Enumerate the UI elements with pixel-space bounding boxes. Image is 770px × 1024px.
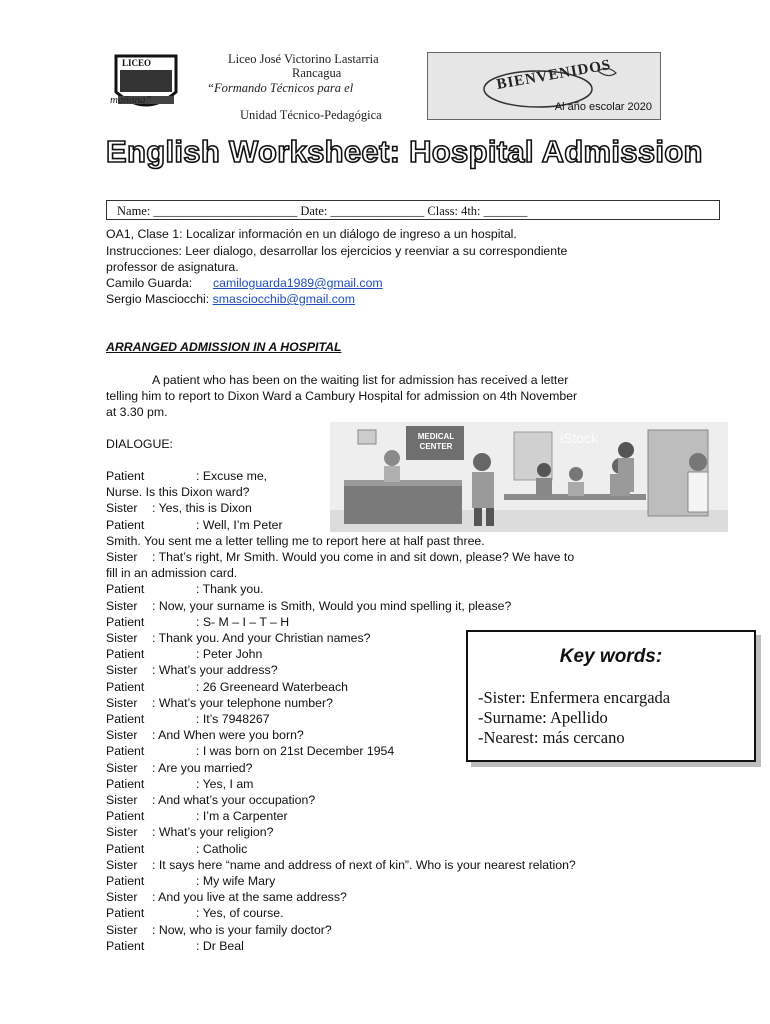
instructions-line: Instrucciones: Leer dialogo, desarrollar los ejercicios y reenviar a su correspondiente: [106, 244, 568, 258]
dialogue-text: : 26 Greeneard Waterbeach: [196, 679, 348, 694]
logo-text: LICEO: [122, 58, 152, 68]
intro-line-1: A patient who has been on the waiting list for admission has received a letter: [152, 373, 569, 387]
dialogue-text: : Thank you. And your Christian names?: [152, 631, 371, 645]
sign-line-1: MEDICAL: [417, 432, 455, 441]
speaker-label: Patient: [106, 776, 145, 791]
page-title: English Worksheet: Hospital Admission: [106, 134, 703, 169]
dialogue-text: : And When were you born?: [152, 728, 304, 743]
dialogue-text: : Peter John: [196, 647, 263, 662]
speaker-label: Sister: [106, 890, 138, 905]
dialogue-text: Smith. You sent me a letter telling me to report here at half past three.: [106, 533, 485, 548]
school-motto-end: mañana”: [110, 94, 152, 106]
dialogue-line: [106, 484, 706, 500]
speaker-label: Sister: [106, 793, 138, 807]
key-words-title: Key words:: [559, 646, 663, 667]
intro-line-2: telling him to report to Dixon Ward a Cambury Hospital for admission on 4th November: [106, 389, 578, 403]
dialogue-text: : And you live at the same address?: [152, 890, 347, 905]
speaker-label: Patient: [106, 938, 145, 953]
dialogue-text: : Excuse me,: [196, 469, 268, 483]
section-heading: ARRANGED ADMISSION IN A HOSPITAL: [106, 340, 342, 354]
dialogue-line: [106, 938, 706, 954]
dialogue-text: : Well, I’m Peter: [196, 517, 283, 532]
dialogue-text: : I was born on 21st December 1954: [196, 744, 395, 759]
dialogue-line: [106, 889, 706, 905]
intro-line-3: at 3.30 pm.: [106, 405, 168, 419]
dialogue-line: [106, 922, 706, 938]
speaker-label: Sister: [106, 922, 138, 937]
dialogue-text: : Yes, of course.: [196, 906, 284, 921]
dialogue-text: : Are you married?: [152, 760, 253, 775]
dialogue-text: : It’s 7948267: [196, 712, 270, 726]
stock-watermark: iStock: [560, 430, 599, 446]
dialogue-text: : Now, your surname is Smith, Would you mind spelling it, please?: [152, 598, 512, 613]
dialogue-text: : Thank you.: [196, 582, 264, 597]
speaker-label: Patient: [106, 614, 145, 629]
school-name: Liceo José Victorino Lastarria: [228, 52, 379, 66]
dialogue-line: [106, 792, 706, 808]
key-word-item: -Surname: Apellido: [478, 708, 608, 727]
dialogue-text: : Now, who is your family doctor?: [152, 922, 332, 937]
speaker-label: Patient: [106, 517, 145, 532]
teacher1-label: Camilo Guarda:: [106, 276, 193, 290]
teacher2-label: Sergio Masciocchi:: [106, 292, 210, 306]
dialogue-line: [106, 549, 706, 565]
instructions-line-end: professor de asignatura.: [106, 260, 239, 274]
speaker-label: Sister: [106, 631, 138, 645]
speaker-label: Patient: [106, 809, 145, 824]
speaker-label: Sister: [106, 760, 138, 775]
speaker-label: Sister: [106, 501, 138, 516]
dialogue-line: [106, 905, 706, 921]
dialogue-text: : Dr Beal: [196, 938, 244, 953]
speaker-label: Patient: [106, 647, 145, 662]
school-year-text: Al año escolar 2020: [554, 101, 652, 113]
dialogue-text: fill in an admission card.: [106, 566, 238, 581]
welcome-banner: [427, 52, 661, 120]
dialogue-text: : Yes, this is Dixon: [152, 501, 252, 516]
speaker-label: Patient: [106, 712, 145, 726]
school-city: Rancagua: [292, 66, 342, 80]
dialogue-label: DIALOGUE:: [106, 437, 173, 451]
dialogue-text: : And what’s your occupation?: [152, 793, 316, 807]
speaker-label: Sister: [106, 857, 138, 872]
medical-center-sign: [410, 432, 462, 452]
speaker-label: Patient: [106, 744, 145, 759]
dialogue-line: [106, 565, 706, 581]
speaker-label: Patient: [106, 679, 145, 694]
dialogue-text: : I’m a Carpenter: [196, 809, 288, 824]
dialogue-line: [106, 468, 706, 484]
welcome-text: BIENVENIDOS: [495, 57, 613, 93]
teacher2-contact: [106, 291, 355, 307]
dialogue-line: [106, 841, 706, 857]
dialogue-line: [106, 517, 706, 533]
key-words-box: [466, 630, 756, 762]
dialogue-line: [106, 857, 706, 873]
dialogue-text: : What’s your religion?: [152, 825, 274, 840]
dialogue-line: [106, 776, 706, 792]
speaker-label: Sister: [106, 728, 138, 743]
speaker-label: Patient: [106, 469, 145, 483]
speaker-label: Patient: [106, 582, 145, 597]
speaker-label: Sister: [106, 825, 138, 840]
dialogue-text: : It says here “name and address of next of kin”. Who is your nearest relation?: [152, 857, 576, 872]
speaker-label: Sister: [106, 695, 138, 710]
dialogue-text: : Catholic: [196, 841, 248, 856]
dialogue-line: [106, 598, 706, 614]
key-word-item: -Sister: Enfermera encargada: [478, 688, 671, 707]
speaker-label: Patient: [106, 874, 145, 888]
dialogue-line: [106, 824, 706, 840]
dialogue-text: : That’s right, Mr Smith. Would you come in and sit down, please? We have to: [152, 550, 575, 564]
teacher1-contact: [106, 275, 383, 291]
student-info-fields[interactable]: Name: _______________________ Date: _______________ Class: 4th: _______: [106, 200, 720, 220]
dialogue-line: [106, 500, 706, 516]
dialogue-text: : S- M – I – T – H: [196, 614, 290, 629]
teacher2-email-link[interactable]: smasciocchib@gmail.com: [212, 292, 355, 306]
sign-line-2: CENTER: [419, 442, 453, 451]
speaker-label: Patient: [106, 841, 145, 856]
dialogue-line: [106, 808, 706, 824]
dialogue-text: : What’s your address?: [152, 663, 278, 678]
speaker-label: Sister: [106, 550, 138, 564]
key-word-item: -Nearest: más cercano: [478, 728, 625, 747]
dialogue-line: [106, 533, 706, 549]
speaker-label: Patient: [106, 906, 145, 921]
dialogue-text: Nurse. Is this Dixon ward?: [106, 485, 250, 500]
school-motto: “Formando Técnicos para el: [207, 81, 354, 95]
speaker-label: Sister: [106, 663, 138, 678]
dialogue-text: : What’s your telephone number?: [152, 695, 333, 710]
unit-name: Unidad Técnico-Pedagógica: [240, 108, 382, 122]
speaker-label: Sister: [106, 598, 138, 613]
dialogue-line: [106, 614, 706, 630]
dialogue-line: [106, 581, 706, 597]
dialogue-text: : Yes, I am: [196, 776, 254, 791]
dialogue-line: [106, 873, 706, 889]
dialogue-text: : My wife Mary: [196, 874, 276, 888]
objective-line: OA1, Clase 1: Localizar información en un diálogo de ingreso a un hospital.: [106, 227, 517, 241]
teacher1-email-link[interactable]: camiloguarda1989@gmail.com: [212, 276, 383, 290]
